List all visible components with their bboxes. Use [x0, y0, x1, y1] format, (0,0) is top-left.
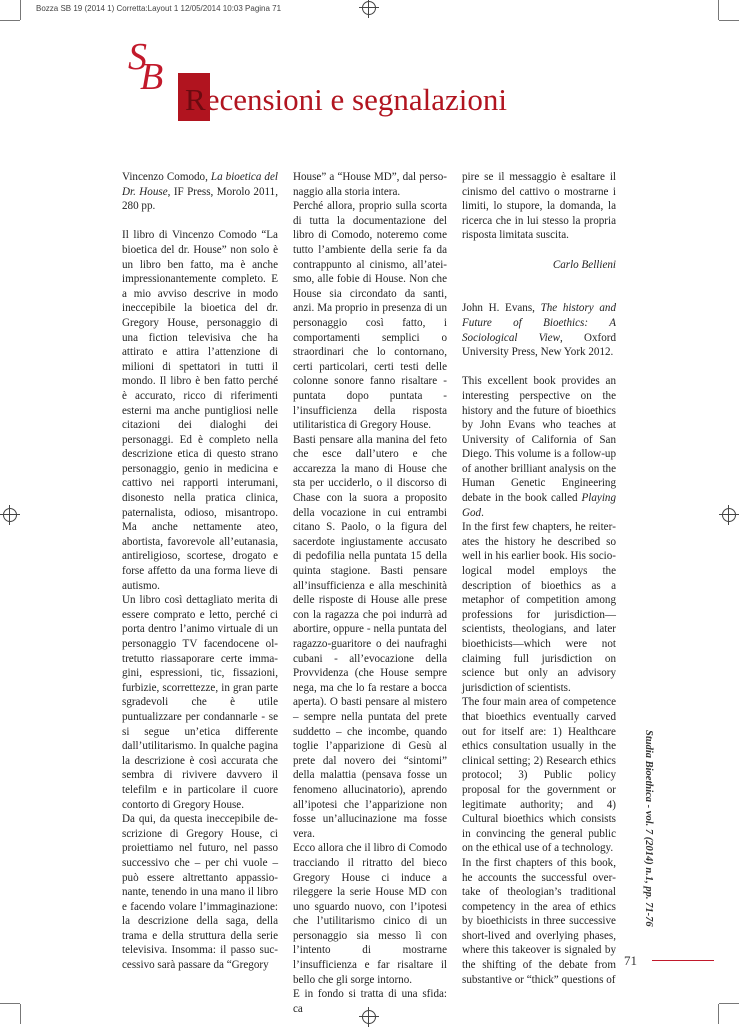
journal-logo	[122, 36, 172, 98]
review2-paragraph: In the first few chapters, he reiterates the history he described so well in his earlier book. His sociological model employs the description of bioethics as a metaphor of competition among professions for jurisdiction—scientists, theologians, and later bioethicists—which were not claiming full jurisdiction on science but only an advisory jurisdiction of scientists.	[462, 521, 616, 694]
registration-mark-left-icon	[3, 508, 17, 522]
review1-citation	[122, 170, 278, 214]
review1-paragraph: Basti pensare alla manina del feto che esce dall’utero e che accarezza la mano di House che sta per ucciderlo, o il discorso di Chase con la suora a proposito della vocazione in cui entrambi citano S. Paolo, o la figura del sacerdote ingiustamente accusato di pedofilia nella puntata 15 della quinta stagione. Basti pensare all’insufficienza e alla meschinità delle risposte di House alle prese con la ragazza che poi indurrà ad abortire, oppure - nella puntata del ragazzo-guaritore o dei naufraghi cubani - all’evocazione della Provvidenza (che House sempre nega, ma che lo fa restare a bocca aperta). O basti pensare al mistero – sempre nella puntata del prete suddetto – che incombe, quando toglie l’apparizione di Gesù al prete dal novero dei “sintomi” della malattia (pensava fosse un fenomeno allucinatorio), aprendo all’ipotesi che l’apparizione non fosse un’allucinazione ma fosse vera.	[293, 433, 447, 840]
registration-mark-right-icon	[722, 508, 736, 522]
crop-mark-bottom-left-v	[20, 1004, 21, 1024]
text-column-1	[122, 170, 278, 973]
review2-citation	[462, 301, 616, 359]
citation-publisher: , Oxford University Press, New York 2012.	[462, 331, 616, 359]
review1-paragraph: Ecco allora che il libro di Comodo tracciando il ritratto del bieco Gregory House ci induce a rileggere la serie House MD con uno sguardo nuovo, con l’ipotesi che l’utilitarismo cinico di un personaggio sia messo lì con l’intento di mostrarne l’insufficienza e far risaltare il bello che gli sorge intorno.	[293, 842, 447, 986]
review2-paragraph: In the first chapters of this book, he accounts the successful overtake of theologian’s traditional competency in the area of ethics by bioethicists in three successive short-lived and overlying phases, where this takeover is signaled by the shifting of the debate from substantive or “thick” questions of	[462, 856, 616, 986]
review1-paragraph-continued: House” a “House MD”, dal personaggio alla storia intera.	[293, 171, 447, 198]
crop-mark-bottom-left-h	[0, 1003, 20, 1004]
review2-text: .	[481, 506, 484, 519]
page-number-rule	[652, 960, 714, 961]
section-title	[185, 82, 507, 118]
crop-mark-top-right-v	[718, 0, 719, 20]
review2-text: This excellent book provides an interesting perspective on the history and the future of bioethics by John Evans who teaches at University of California of San Diego. This volume is a follow-up of another brilliant analysis on the Human Genetic Engineering debate in the book called	[462, 375, 616, 505]
crop-mark-bottom-right-v	[718, 1004, 719, 1024]
citation-title: The history and Future of Bioethics: A Sociological View	[462, 302, 616, 344]
crop-mark-bottom-right-h	[719, 1003, 739, 1004]
review2-book-title: Playing God	[462, 492, 616, 519]
logo-letter-s: S	[128, 36, 147, 78]
section-title-initial: R	[185, 82, 206, 117]
text-column-3	[462, 170, 616, 987]
citation-author: Vincenzo Comodo,	[122, 171, 211, 183]
review2-paragraph	[462, 374, 616, 520]
citation-author: John H. Evans,	[462, 302, 541, 315]
review1-paragraph: Da qui, da questa ineccepibile descrizione di Gregory House, ci proiettiamo nel futuro, nel passo successivo che – per chi vuole – può essere altrettanto appassionante, tenendo in una mano il libro e facendo volare l’immaginazione: la descrizione della saga, della trama e della struttura della serie televisiva. Insomma: il passo successivo sarà passare da “Gregory	[122, 813, 278, 972]
logo-letter-b: B	[140, 56, 164, 98]
registration-mark-top-icon	[362, 1, 376, 15]
slug-line: Bozza SB 19 (2014 1) Corretta:Layout 1 12/05/2014 10:03 Pagina 71	[36, 4, 282, 13]
citation-title: La bioetica del Dr. House	[122, 171, 278, 198]
review1-signature: Carlo Bellieni	[552, 258, 616, 271]
crop-mark-top-right-h	[719, 20, 739, 21]
review1-paragraph: Perché allora, proprio sulla scorta di tutta la documentazione del libro di Comodo, noteremo come tutto l’ambiente della serie fa da contrappunto al cinismo, all’ateismo, alle fobie di House. Non che House sia circondato da santi, anzi. Ma proprio in presenza di un personaggio così fatto, i comportamenti semplici o straordinari che lo contornano, certi particolari, certi testi delle colonne sonore fanno risaltare - puntata dopo puntata - l’insufficienza della risposta utilitaristica di Gregory House.	[293, 200, 447, 432]
citation-publisher: , IF Press, Morolo 2011, 280 pp.	[122, 185, 278, 213]
running-head-text: Studia Bioethica - vol. 7 (2014) n.1, pp. 71-76	[643, 730, 654, 927]
crop-mark-top-left-h	[0, 20, 20, 21]
review2-paragraph: The four main area of competence that bioethics eventually carved out for itself are: 1) Healthcare ethics consultation usually in the clinical setting; 2) Research ethics protocol; 3) Public policy proposal for the government or legitimate authority; and 4) Cultural bioethics which consists in convincing the general public on the ethical use of a technology.	[462, 696, 616, 855]
running-head	[640, 730, 654, 970]
review1-paragraph-continued: pire se il messaggio è esaltare il cinismo del cattivo o mostrarne i limiti, lo stupore, la domanda, la ricerca che in lui stesso la propria risposta limitata suscita.	[462, 171, 616, 242]
text-column-2	[293, 170, 447, 1016]
review1-paragraph: E in fondo si tratta di una sfida: ca	[293, 988, 447, 1015]
crop-mark-top-left-v	[20, 0, 21, 20]
page-number: 71	[624, 953, 637, 968]
review1-paragraph: Il libro di Vincenzo Comodo “La bioetica del dr. House” non solo è un libro ben fatto, ma è anche impressionantemente completo. E a mio avviso descrive in modo ineccepibile la bioetica del dr. Gregory House, personaggio di una fiction televisiva che ha attirato e attira l’attenzione di milioni di spettatori in tutti il mondo. Il libro è ben fatto perché è accurato, ricco di riferimenti esterni ma anche puntigliosi nelle citazioni dei dialoghi dei personaggi. Ed è completo nella descrizione etica di questo strano personaggio, genio in medicina e cattivo nei rapporti interumani, disonesto nella pratica clinica, paternalista, odioso, misantropo. Ma anche nettamente ateo, abortista, favorevole all’eutanasia, antireligioso, scortese, drogato e forse affetto da una forma lieve di autismo.	[122, 229, 278, 592]
section-title-rest: ecensioni e segnalazioni	[205, 82, 507, 117]
review1-paragraph: Un libro così dettagliato merita di essere comprato e letto, perché ci porta dentro l’animo virtuale di un personaggio TV facendocene oltretutto riassaporare certe immagini, espressioni, tic, fissazioni, furbizie, scorrettezze, in gran parte sgradevoli che è utile puntualizzare per condannarle - se si segue un’etica differente dall’utilitarismo. In qualche pagina la descrizione è così accurata che sembra di rivivere davvero il telefilm e in particolare il cuore contorto di Gregory House.	[122, 594, 278, 811]
